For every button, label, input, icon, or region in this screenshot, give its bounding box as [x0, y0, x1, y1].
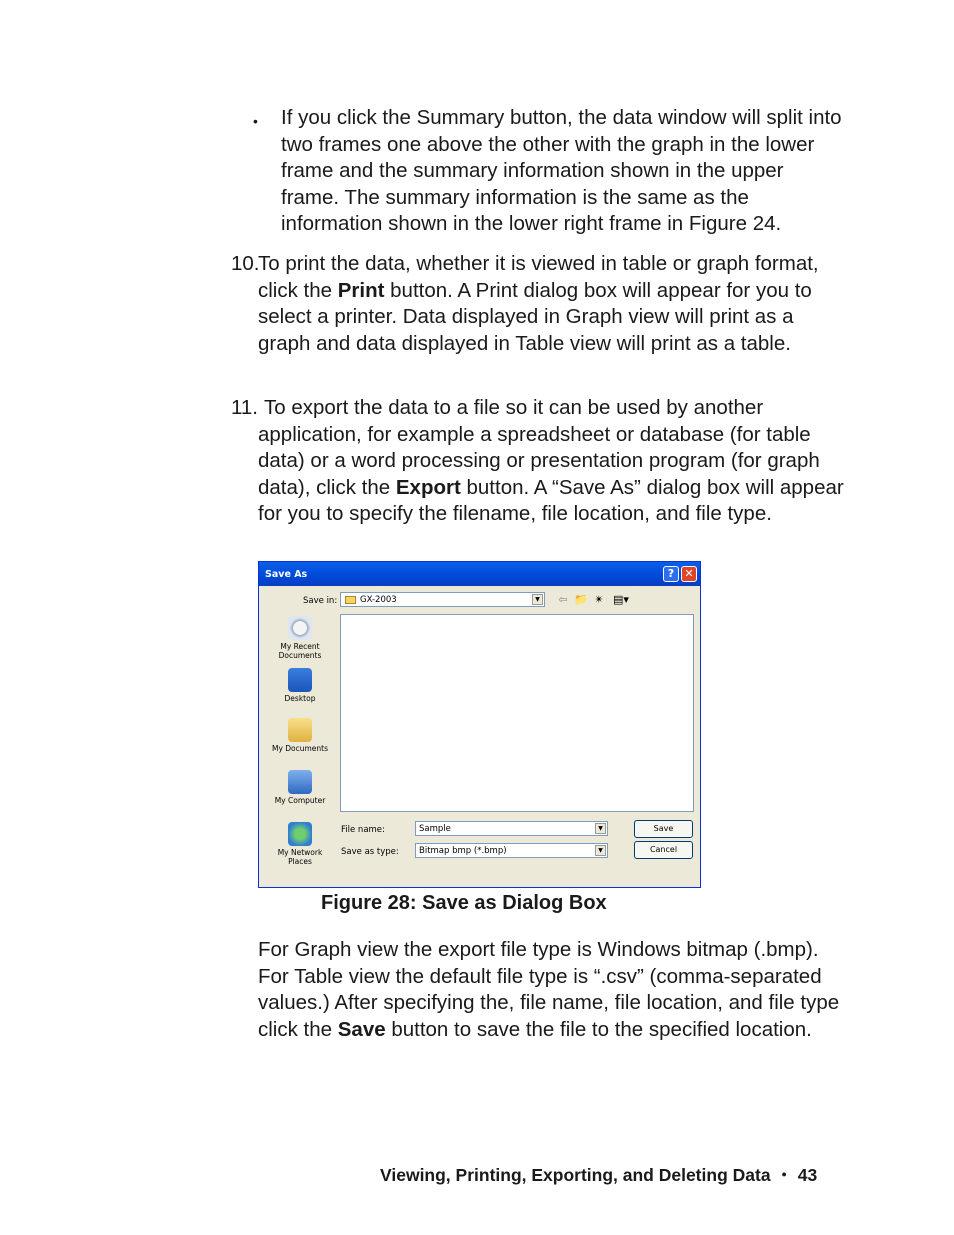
closing-paragraph: For Graph view the export file type is Windows bitmap (.bmp). For Table view the default file type is “.csv” (comma-separated values.) After specifying the, file name, file location, and file type click the Save button to save the file to the specified location.	[258, 938, 840, 1041]
file-name-value: Sample	[419, 824, 451, 834]
back-icon[interactable]: ⇦	[558, 593, 568, 606]
place-my-documents[interactable]: My Documents	[263, 718, 337, 753]
save-button[interactable]: Save	[634, 820, 693, 838]
step-11-paragraph: To export the data to a file so it can be used by another application, for example a spreadsheet or database (for table data) or a word processing or presentation program (for graph data), click the Export button. A “Save As” dialog box will appear for you to specify the filename, file location, and file type.	[258, 396, 844, 525]
step-10-number: 10.	[231, 252, 260, 275]
file-list[interactable]	[340, 614, 694, 812]
dialog-title: Save As	[265, 569, 308, 580]
save-as-type-value: Bitmap bmp (*.bmp)	[419, 846, 507, 856]
network-places-icon	[288, 822, 312, 846]
figure-caption: Figure 28: Save as Dialog Box	[321, 892, 607, 914]
save-as-type-dropdown[interactable]	[415, 843, 608, 858]
help-button[interactable]: ?	[663, 566, 679, 582]
save-in-label: Save in:	[303, 596, 338, 606]
place-desktop[interactable]: Desktop	[263, 668, 337, 703]
bullet-paragraph: If you click the Summary button, the data window will split into two frames one above the other with the graph in the lower frame and the summary information shown in the upper frame. The summary information is the same as the information shown in the lower right frame in Figure 24.	[281, 106, 842, 235]
save-as-dialog	[258, 561, 701, 888]
place-my-computer[interactable]: My Computer	[263, 770, 337, 805]
step-10-paragraph: To print the data, whether it is viewed in table or graph format, click the Print button. A Print dialog box will appear for you to select a printer. Data displayed in Graph view will print as a graph and data displayed in Table view will print as a table.	[258, 252, 819, 355]
save-in-dropdown[interactable]	[340, 592, 545, 607]
my-computer-icon	[288, 770, 312, 794]
place-network-places[interactable]: My Network Places	[263, 822, 337, 866]
chevron-down-icon[interactable]: ▼	[532, 594, 543, 605]
places-bar	[263, 608, 337, 873]
print-keyword: Print	[337, 278, 385, 302]
file-name-input[interactable]	[415, 821, 608, 836]
desktop-icon	[288, 668, 312, 692]
folder-icon	[345, 596, 356, 604]
export-keyword: Export	[395, 475, 461, 499]
up-folder-icon[interactable]: 📁	[574, 593, 588, 606]
save-as-type-label: Save as type:	[341, 847, 399, 857]
save-keyword: Save	[337, 1017, 386, 1041]
recent-documents-icon	[288, 616, 312, 640]
chevron-down-icon[interactable]: ▼	[595, 823, 606, 834]
close-button[interactable]: ✕	[681, 566, 697, 582]
new-folder-icon[interactable]: ✴	[594, 593, 604, 606]
dialog-titlebar	[259, 562, 700, 586]
bullet-mark: •	[253, 113, 258, 129]
file-name-label: File name:	[341, 825, 385, 835]
my-documents-icon	[288, 718, 312, 742]
step-11-number: 11.	[231, 396, 258, 419]
view-menu-icon[interactable]: ▤▾	[613, 593, 629, 606]
page-footer: Viewing, Printing, Exporting, and Deleting Data ・ 43	[380, 1165, 818, 1185]
place-recent-documents[interactable]: My Recent Documents	[263, 616, 337, 660]
chevron-down-icon[interactable]: ▼	[595, 845, 606, 856]
cancel-button[interactable]: Cancel	[634, 841, 693, 859]
save-in-value: GX-2003	[360, 595, 397, 605]
